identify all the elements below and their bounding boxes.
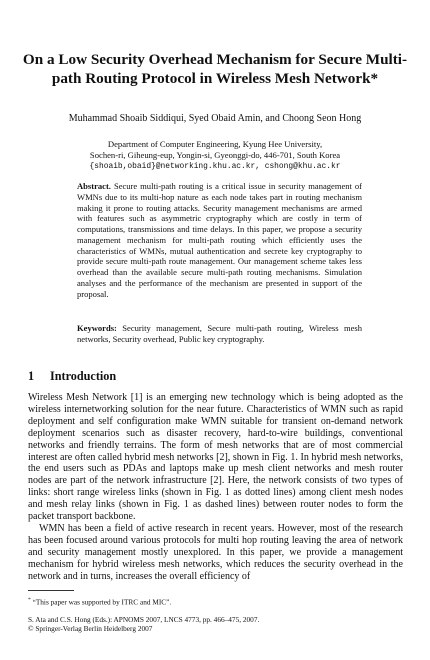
section-heading [28,369,116,384]
author-emails: {shoaib,obaid}@networking.khu.ac.kr, cshong@khu.ac.kr [89,162,341,171]
copyright-line: © Springer-Verlag Berlin Heidelberg 2007 [28,624,153,634]
affiliation-department: Department of Computer Engineering, Kyung Hee University, [107,139,323,149]
abstract-label: Abstract. [77,181,111,191]
section-body [28,392,403,583]
affiliation-block [20,139,410,172]
section-number: 1 [28,369,35,383]
paper-title: On a Low Security Overhead Mechanism for Secure Multi-path Routing Protocol in Wireless Mesh Network* [22,51,408,87]
footnote-rule [28,590,74,591]
author-list: Muhammad Shoaib Siddiqui, Syed Obaid Amin, and Choong Seon Hong [68,113,362,124]
body-paragraph-2: WMN has been a field of active research in recent years. However, most of the research has been focused around various protocols for multi hop routing leaving the area of network and security management mostly unexplored. In this paper, we provide a management mechanism for hybrid wireless mesh networks, which reduces the security overhead in the network and in turns, increases the overall efficiency of [28,522,403,582]
body-paragraph-1: Wireless Mesh Network [1] is an emerging new technology which is being adopted as the wireless internetworking solution for the near future. Characteristics of WMN such as rapid deployment and self configuration make WMN suitable for transient on-demand network deployment scenarios such as disaster recovery, hard-to-wire buildings, conventional networks and friendly terrains. The form of mesh networks that are of most commercial interest are often called hybrid mesh networks [2], shown in Fig. 1. In hybrid mesh networks, the end users such as PDAs and laptops make up mesh client networks and mesh router nodes are part of the network infrastructure [2]. Here, the network consists of two types of links: short range wireless links (shown in Fig. 1 as dotted lines) among client mesh nodes and mesh relay links (shown in Fig. 1 as dashed lines) between router nodes to form the packet transport backbone. [28,392,403,523]
keywords-label: Keywords: [77,323,117,333]
keywords [77,323,362,345]
affiliation-address: Sochen-ri, Giheung-eup, Yongin-si, Gyeonggi-do, 446-701, South Korea [89,150,341,160]
keywords-text: Security management, Secure multi-path routing, Wireless mesh networks, Security overhead, Public key cryptography. [77,323,362,344]
citation-line: S. Ata and C.S. Hong (Eds.): APNOMS 2007, LNCS 4773, pp. 466–475, 2007. [28,615,260,624]
footnote [28,596,403,606]
footnote-text: “This paper was supported by ITRC and MIC”. [32,597,172,607]
footnote-marker: * [28,597,31,603]
section-title: Introduction [50,369,117,383]
abstract [77,181,362,299]
citation-block [28,615,403,634]
abstract-text: Secure multi-path routing is a critical issue in security management of WMNs due to its multi-hop nature as each node takes part in routing mechanism making it prone to routing attacks. Security management mechanisms are armed with features such as asymmetric cryptography which are costly in term of computations, transmissions and time delays. In this paper, we propose a security management mechanism for multi-path routing which efficiently uses the characteristics of WMNs, mutual authentication and secrete key cryptography to provide secure multi-path route management. Our management scheme takes less overhead than the available secure multi-path routing mechanisms. Simulation analyses and the performance of the mechanism are presented in support of the proposal. [77,181,363,299]
